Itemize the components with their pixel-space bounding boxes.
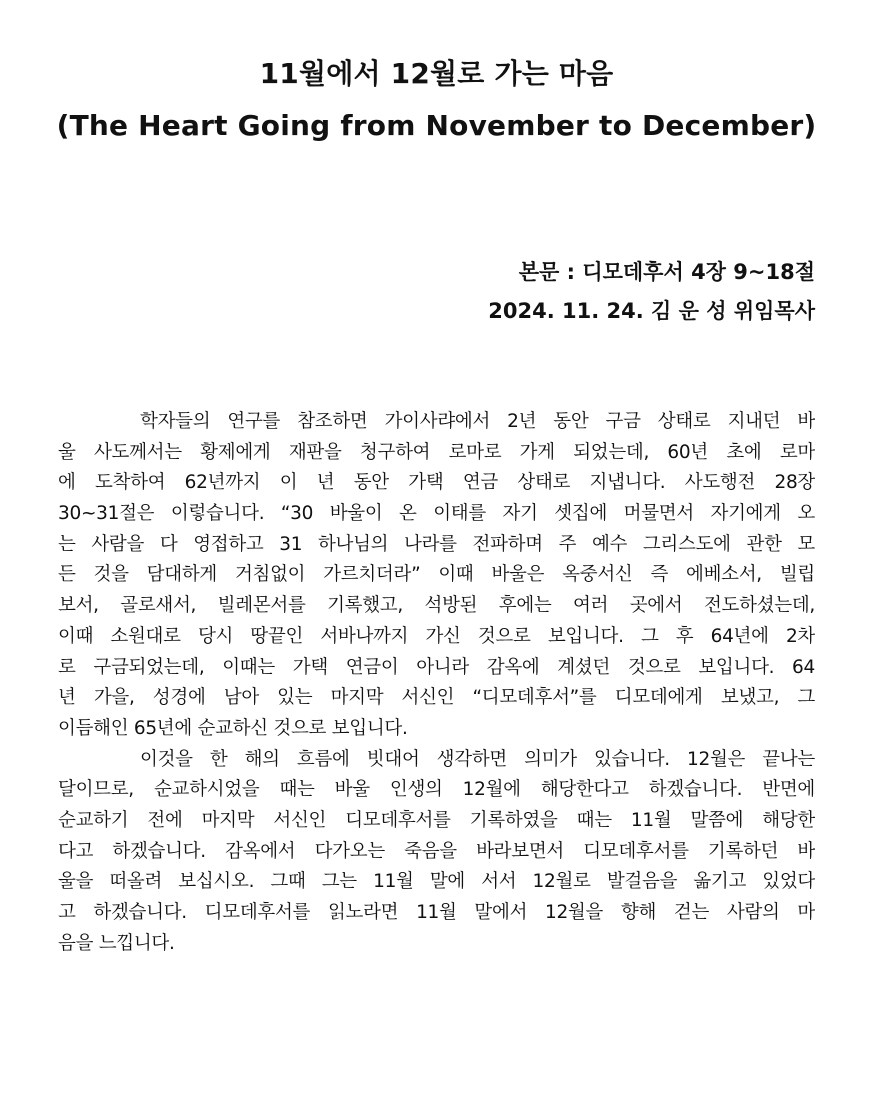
paragraph-1-line: 학자들의 연구를 참조하면 가이사랴에서 2년 동안 구금 상태로 지내던 바 bbox=[140, 411, 815, 432]
paragraph-2-line: 순교하기 전에 마지막 서신인 디모데후서를 기록하였을 때는 11월 말쯤에 해당한 bbox=[58, 809, 815, 831]
paragraph-2-line: 고 하겠습니다. 디모데후서를 읽노라면 11월 말에서 12월을 향해 걷는 사람의 마 bbox=[58, 902, 815, 923]
title-korean: 11월에서 12월로 가는 마음 bbox=[259, 57, 614, 90]
paragraph-2-line: 이것을 한 해의 흐름에 빗대어 생각하면 의미가 있습니다. 12월은 끝나는 bbox=[140, 748, 815, 770]
paragraph-1-line: 에 도착하여 62년까지 이 년 동안 가택 연금 상태로 지냅니다. 사도행전 28장 bbox=[58, 472, 815, 494]
paragraph-1-line: 이듬해인 65년에 순교하신 것으로 보입니다. bbox=[58, 717, 408, 739]
paragraph-1-line: 는 사람을 다 영접하고 31 하나님의 나라를 전파하며 주 예수 그리스도에 관한 모 bbox=[58, 533, 815, 555]
paragraph-1-line: 로 구금되었는데, 이때는 가택 연금이 아니라 감옥에 계셨던 것으로 보입니다. 64 bbox=[58, 656, 815, 678]
date-and-author: 2024. 11. 24. 김 운 성 위임목사 bbox=[488, 299, 815, 323]
paragraph-1-line: 든 것을 담대하게 거침없이 가르치더라” 이때 바울은 옥중서신 즉 에베소서, 빌립 bbox=[58, 564, 815, 586]
sermon-body bbox=[58, 407, 815, 959]
paragraph-1-line: 울 사도께서는 황제에게 재판을 청구하여 로마로 가게 되었는데, 60년 초에 로마 bbox=[58, 441, 815, 463]
paragraph-1-line: 보서, 골로새서, 빌레몬서를 기록했고, 석방된 후에는 여러 곳에서 전도하셨는데, bbox=[58, 595, 815, 617]
paragraph-2-line: 달이므로, 순교하시었을 때는 바울 인생의 12월에 해당한다고 하겠습니다. 반면에 bbox=[58, 779, 815, 801]
paragraph-2-line: 울을 떠올려 보십시오. 그때 그는 11월 말에 서서 12월로 발걸음을 옮기고 있었다 bbox=[58, 871, 815, 893]
paragraph-2-line: 음을 느낍니다. bbox=[58, 932, 175, 954]
paragraph-1-line: 년 가을, 성경에 남아 있는 마지막 서신인 “디모데후서”를 디모데에게 보냈고, 그 bbox=[58, 687, 815, 709]
paragraph-1-line: 30~31절은 이렇습니다. “30 바울이 온 이태를 자기 셋집에 머물면서 자기에게 오 bbox=[58, 503, 815, 525]
scripture-reference: 본문 : 디모데후서 4장 9~18절 bbox=[518, 260, 815, 284]
paragraph-2-line: 다고 하겠습니다. 감옥에서 다가오는 죽음을 바라보면서 디모데후서를 기록하던 바 bbox=[58, 840, 815, 862]
title-english: (The Heart Going from November to December) bbox=[56, 109, 817, 142]
paragraph-1-line: 이때 소원대로 당시 땅끝인 서바나까지 가신 것으로 보입니다. 그 후 64년에 2차 bbox=[58, 625, 815, 647]
